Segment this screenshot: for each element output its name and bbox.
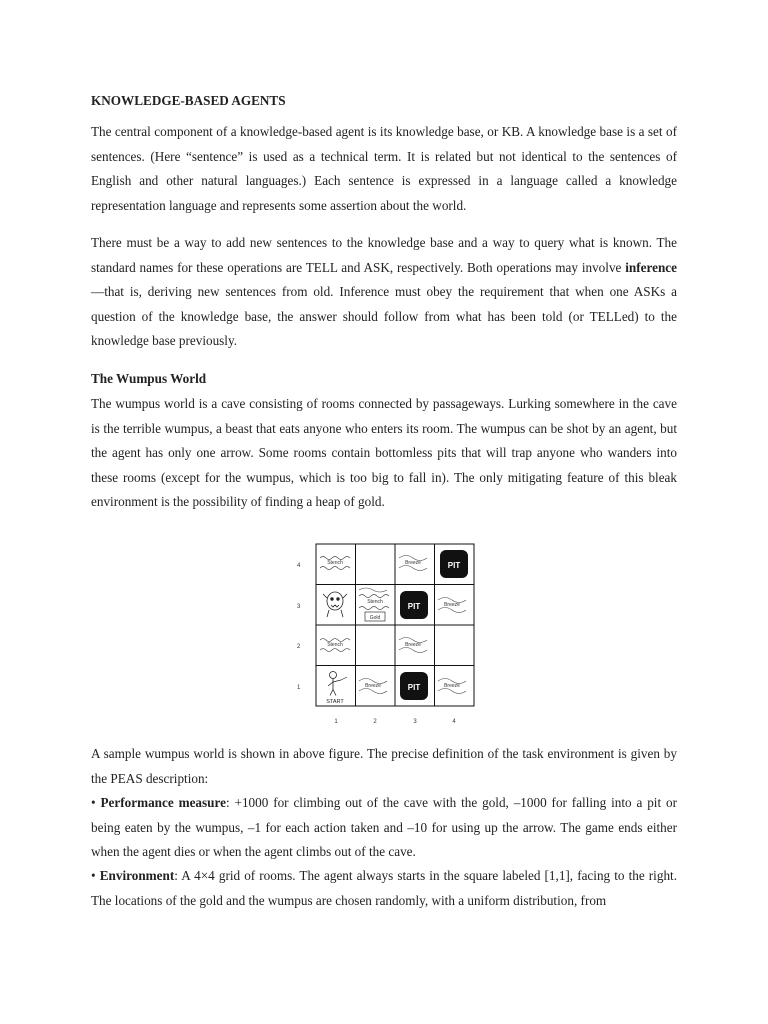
col-label: 4	[452, 719, 456, 725]
stench-label: Stench	[367, 599, 383, 605]
wumpus-grid	[287, 540, 487, 730]
bullet-text: : A 4×4 grid of rooms. The agent always starts in the square labeled [1,1], facing to the right. The locations of the gold and the wumpus are chosen randomly, with a uniform distribution, from	[91, 868, 677, 908]
wumpus-icon	[323, 592, 347, 617]
breeze-label: Breeze	[444, 602, 460, 608]
col-label: 2	[373, 719, 377, 725]
gold-icon	[365, 612, 385, 621]
bullet-text: : +1000 for climbing out of the cave with the gold, –1000 for falling into a pit or being eaten by the wumpus, –1 for each action taken and –10 for using up the arrow. The game ends either when the agent dies or when the agent climbs out of the cave.	[91, 795, 677, 859]
breeze-wave-icon	[399, 648, 427, 653]
paragraph-figure-caption: A sample wumpus world is shown in above figure. The precise definition of the task environment is given by the PEAS description:	[91, 746, 677, 786]
col-label: 1	[334, 719, 338, 725]
paragraph-kb-intro: The central component of a knowledge-based agent is its knowledge base, or KB. A knowledge base is a set of sentences. (Here “sentence” is used as a technical term. It is related but not identical to the sentences of English and other natural languages.) Each sentence is expressed in a language called a knowledge representation language and represents some assertion about the world.	[91, 124, 677, 213]
wumpus-world-figure	[287, 540, 487, 730]
pit-3-3	[400, 591, 428, 619]
bullet-environment	[91, 864, 677, 913]
breeze-wave-icon	[359, 588, 387, 592]
start-label: START	[326, 699, 344, 705]
agent-icon	[328, 672, 347, 696]
bullet-marker: •	[91, 868, 100, 883]
paragraph-tell-ask	[91, 231, 677, 354]
col-label: 3	[413, 719, 417, 725]
breeze-label: Breeze	[444, 683, 460, 689]
breeze-wave-icon	[438, 608, 466, 613]
paragraph-wumpus-world: The wumpus world is a cave consisting of rooms connected by passageways. Lurking somewhere in the cave is the terrible wumpus, a beast that eats anyone who enters its room. The wumpus can be shot by an agent, but the agent has only one arrow. Some rooms contain bottomless pits that will trap anyone who wanders into these rooms (except for the wumpus, which is too big to fall in). The only mitigating feature of this bleak environment is the possibility of finding a heap of gold.	[91, 396, 677, 509]
stench-wave-icon	[359, 595, 389, 598]
pit-label: PIT	[447, 561, 461, 570]
bullet-marker: •	[91, 795, 101, 810]
term-inference: inference	[625, 259, 677, 275]
stench-label: Stench	[327, 642, 343, 648]
breeze-label: Breeze	[365, 683, 381, 689]
pit-4-4	[440, 550, 468, 578]
breeze-wave-icon	[359, 689, 387, 694]
subsection-heading: The Wumpus World	[91, 371, 207, 386]
section-heading: KNOWLEDGE-BASED AGENTS	[91, 93, 286, 108]
row-label: 2	[297, 644, 301, 650]
stench-label: Stench	[327, 560, 343, 566]
stench-wave-icon	[320, 649, 350, 652]
term-environment: Environment	[99, 868, 175, 883]
bullet-performance-measure	[91, 791, 677, 865]
breeze-label: Breeze	[405, 642, 421, 648]
row-label: 1	[297, 685, 301, 691]
stench-wave-icon	[320, 567, 350, 570]
row-label: 4	[297, 563, 301, 569]
row-label: 3	[297, 604, 301, 610]
stench-wave-icon	[359, 607, 389, 610]
term-performance-measure: Performance measure	[100, 795, 226, 810]
breeze-wave-icon	[438, 689, 466, 694]
breeze-wave-icon	[399, 566, 427, 571]
pit-3-1	[400, 672, 428, 700]
paragraph-tell-ask-end: —that is, deriving new sentences from old. Inference must obey the requirement that when one ASKs a question of the knowledge base, the answer should follow from what has been told (or TELLed) to the knowledge base previously.	[91, 284, 677, 348]
gold-label: Gold	[369, 615, 381, 621]
breeze-label: Breeze	[405, 560, 421, 566]
pit-label: PIT	[407, 683, 421, 692]
pit-label: PIT	[407, 602, 421, 611]
paragraph-tell-ask-start: There must be a way to add new sentences to the knowledge base and a way to query what is known. The standard names for these operations are TELL and ASK, respectively. Both operations may involve	[91, 235, 677, 275]
